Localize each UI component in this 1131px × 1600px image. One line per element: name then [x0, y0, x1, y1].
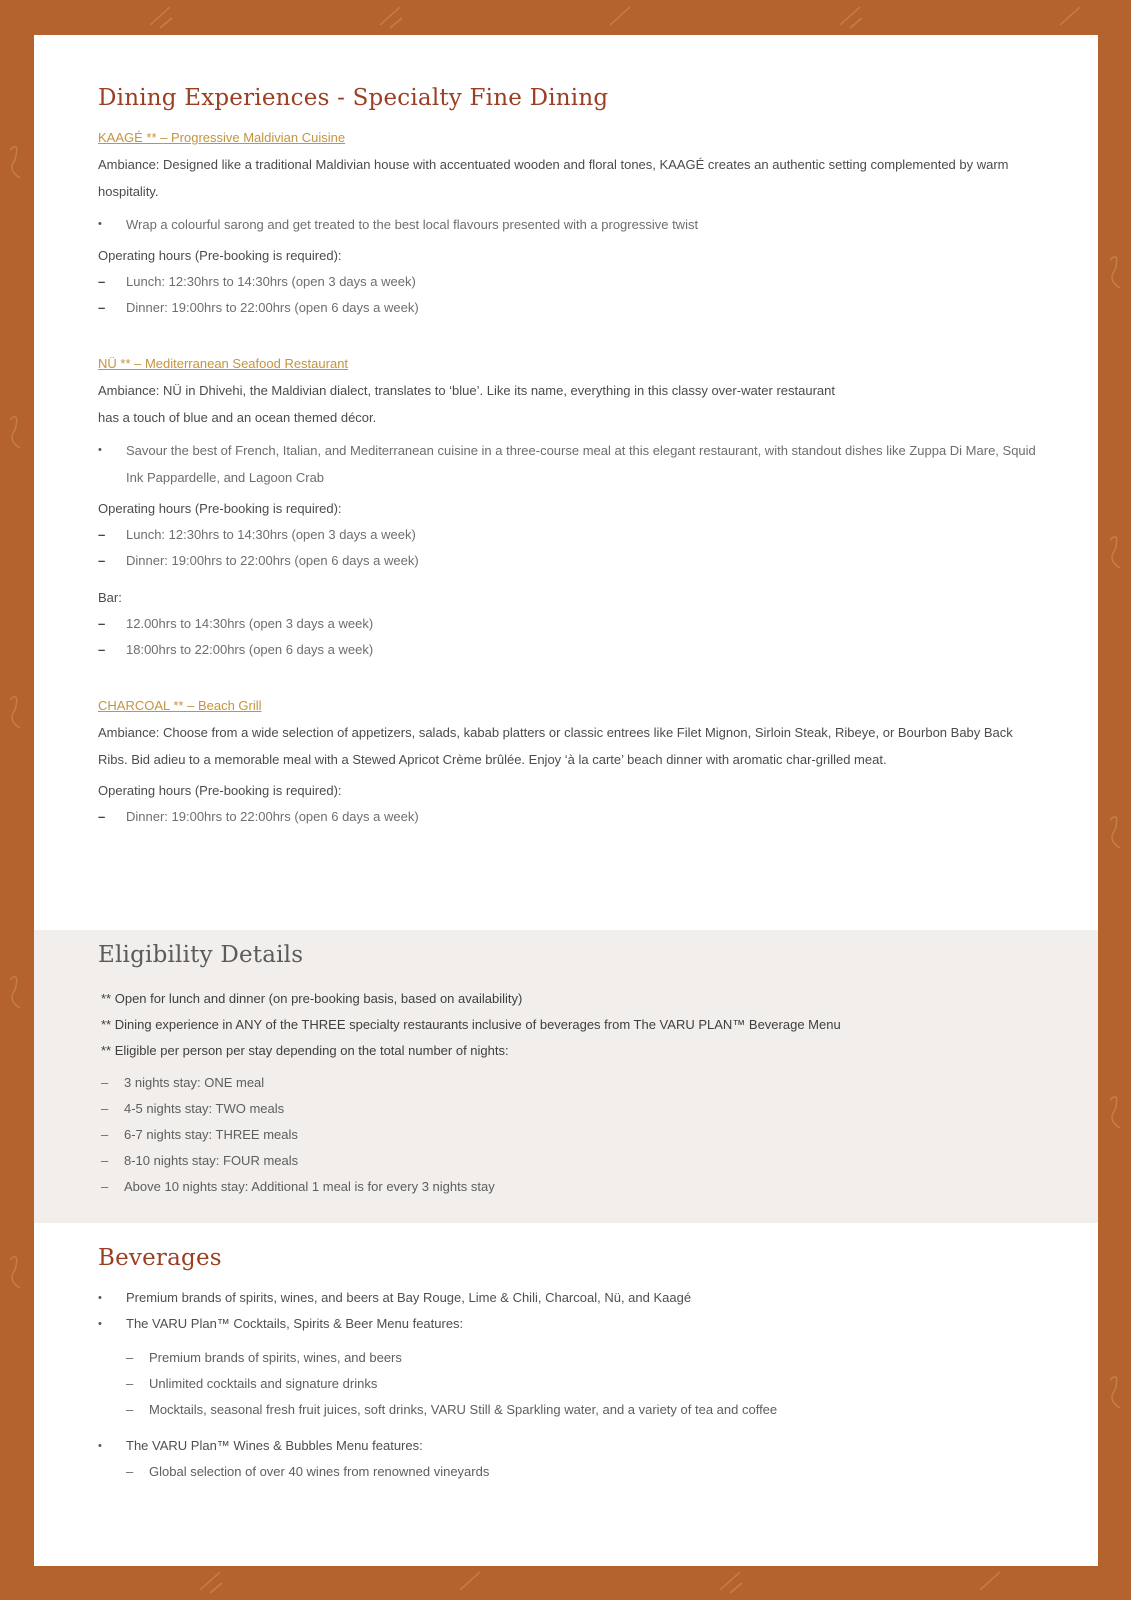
bar-label: Bar: — [98, 590, 122, 605]
tier-item: – 4-5 nights stay: TWO meals — [98, 1096, 1036, 1122]
eligibility-note: ** Dining experience in ANY of the THREE specialty restaurants inclusive of beverages from The VARU PLAN™ Beverage Menu — [101, 1017, 841, 1032]
beverage-bullet: • The VARU Plan™ Wines & Bubbles Menu features: — [98, 1433, 1036, 1459]
eligibility-note: ** Open for lunch and dinner (on pre-booking basis, based on availability) — [101, 991, 523, 1006]
beverages-title: Beverages — [98, 1245, 222, 1271]
ambiance-text-line: has a touch of blue and an ocean themed décor. — [98, 410, 377, 425]
restaurant-nu — [98, 351, 1036, 663]
ambiance-text: Ambiance: Designed like a traditional Maldivian house with accentuated wooden and floral tones, KAAGÉ creates an authentic setting complemented by warm hospitality. — [98, 157, 1009, 199]
beverage-sub-list — [98, 1459, 1036, 1485]
bar-hours-item: – 12.00hrs to 14:30hrs (open 3 days a week) — [98, 611, 1036, 637]
beverage-sub-list — [98, 1345, 1036, 1423]
eligibility-tier-list — [98, 1070, 1036, 1200]
eligibility-section — [34, 930, 1098, 1223]
hours-item: – Dinner: 19:00hrs to 22:00hrs (open 6 days a week) — [98, 548, 1036, 574]
hours-item: – Dinner: 19:00hrs to 22:00hrs (open 6 days a week) — [98, 295, 1036, 321]
restaurant-charcoal — [98, 693, 1036, 830]
hours-item: – Lunch: 12:30hrs to 14:30hrs (open 3 days a week) — [98, 522, 1036, 548]
hours-label: Operating hours (Pre-booking is required): — [98, 783, 342, 798]
feature-bullet: • Savour the best of French, Italian, and Mediterranean cuisine in a three-course meal at this elegant restaurant, with standout dishes like Zuppa Di Mare, Squid Ink Pappardelle, and Lagoon Crab — [98, 437, 1036, 491]
tier-item: – 6-7 nights stay: THREE meals — [98, 1122, 1036, 1148]
beverage-bullet: • Premium brands of spirits, wines, and beers at Bay Rouge, Lime & Chili, Charcoal, Nü, and Kaagé — [98, 1285, 1036, 1311]
feature-bullet: • Wrap a colourful sarong and get treated to the best local flavours presented with a progressive twist — [98, 211, 1036, 238]
restaurant-title-link[interactable]: NÜ ** – Mediterranean Seafood Restaurant — [98, 356, 349, 371]
beverage-bullet: • The VARU Plan™ Cocktails, Spirits & Beer Menu features: — [98, 1311, 1036, 1337]
hours-item: – Lunch: 12:30hrs to 14:30hrs (open 3 days a week) — [98, 269, 1036, 295]
restaurant-title-link[interactable]: CHARCOAL ** – Beach Grill — [98, 698, 262, 713]
ambiance-text: Ambiance: Choose from a wide selection of appetizers, salads, kabab platters or classic entrees like Filet Mignon, Sirloin Steak, Ribeye, or Bourbon Baby Back Ribs. Bid adieu to a memorable meal with a Stewed Apricot Crème brûlée. Enjoy ‘à la carte’ beach dinner with aromatic char-grilled meat. — [98, 725, 1013, 767]
beverage-sub-item: – Global selection of over 40 wines from renowned vineyards — [126, 1459, 1036, 1485]
restaurant-kaage — [98, 125, 1036, 321]
hours-label: Operating hours (Pre-booking is required): — [98, 501, 342, 516]
beverage-sub-item: – Mocktails, seasonal fresh fruit juices, soft drinks, VARU Still & Sparkling water, and a variety of tea and coffee — [126, 1397, 1036, 1423]
ambiance-text-line: Ambiance: NÜ in Dhivehi, the Maldivian dialect, translates to ‘blue’. Like its name, everything in this classy over-water restaurant — [98, 383, 836, 398]
beverage-sub-item: – Unlimited cocktails and signature drinks — [126, 1371, 1036, 1397]
tier-item: – 8-10 nights stay: FOUR meals — [98, 1148, 1036, 1174]
tier-item: – 3 nights stay: ONE meal — [98, 1070, 1036, 1096]
restaurant-title-link[interactable]: KAAGÉ ** – Progressive Maldivian Cuisine — [98, 130, 346, 145]
tier-item: – Above 10 nights stay: Additional 1 meal is for every 3 nights stay — [98, 1174, 1036, 1200]
document-page — [34, 35, 1098, 1566]
hours-label: Operating hours (Pre-booking is required): — [98, 248, 342, 263]
beverages-section — [34, 1223, 1098, 1485]
bar-hours-item: – 18:00hrs to 22:00hrs (open 6 days a week) — [98, 637, 1036, 663]
dining-title: Dining Experiences - Specialty Fine Dining — [98, 85, 609, 111]
dining-section — [34, 35, 1098, 930]
hours-item: – Dinner: 19:00hrs to 22:00hrs (open 6 days a week) — [98, 804, 1036, 830]
eligibility-note: ** Eligible per person per stay depending on the total number of nights: — [101, 1043, 509, 1058]
eligibility-title: Eligibility Details — [98, 942, 304, 968]
beverage-sub-item: – Premium brands of spirits, wines, and beers — [126, 1345, 1036, 1371]
